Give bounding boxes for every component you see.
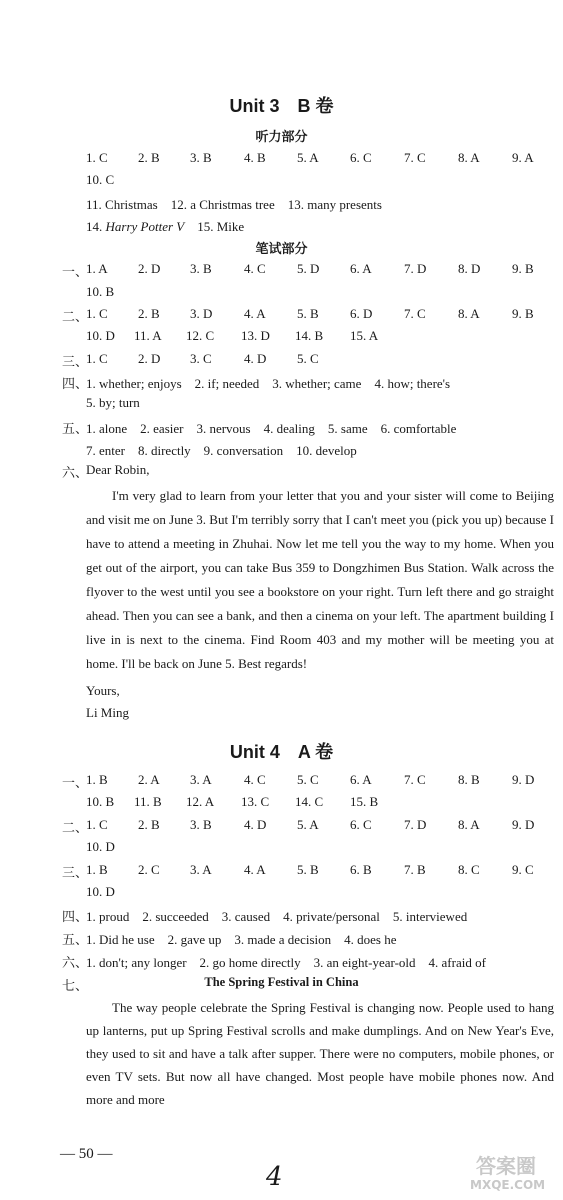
answer-item: 8. C [458,862,480,877]
unit3-title: Unit 3 B 卷 [229,96,334,116]
answer-item: 5. A [297,150,319,165]
answer-item: 11. B [134,794,162,809]
unit3-s3-row1 [86,351,556,369]
answer-item: 9. B [512,261,534,276]
answer-item: 15. A [350,328,379,343]
book-title: Harry Potter V [105,219,185,234]
answer-item: 5. C [297,351,319,366]
unit4-s1-row2 [86,794,556,812]
unit3-s5-row1: 1. alone 2. easier 3. nervous 4. dealing 5. same 6. comfortable [86,421,457,436]
unit3-s2-row2 [86,328,556,346]
answer-item: 2. D [138,351,161,366]
answer-item: 5. C [297,772,319,787]
answer-item: 3. A [190,862,212,877]
unit4-s1-row1 [86,772,556,790]
letter-closing: Yours, [86,683,120,698]
answer-item: 2. B [138,150,160,165]
answer-item: 6. C [350,150,372,165]
listening-section-title: 听力部分 [255,130,308,145]
answer-item: 13. C [241,794,270,809]
answer-item: 8. A [458,150,480,165]
answer-item: 4. C [244,261,266,276]
answer-item: 4. C [244,772,266,787]
section-marker: 四、 [62,376,89,391]
answer-item: 2. B [138,306,160,321]
answer-item: 11. A [134,328,162,343]
unit4-title: Unit 4 A 卷 [229,742,334,762]
answer-item: 1. C [86,817,108,832]
answer-item: 3. B [190,261,212,276]
unit3-s4-row2: 5. by; turn [86,395,140,410]
answer-item: 1. B [86,862,108,877]
answer-item: 4. B [244,150,266,165]
unit3-listening-row1 [86,150,556,168]
answer-item: 6. C [350,817,372,832]
answer-item: 15. Mike [184,219,245,234]
watermark-logo: 答案圈 [476,1154,536,1178]
answer-item: 3. B [190,150,212,165]
answer-item: 8. D [458,261,481,276]
unit4-s3-row1 [86,862,556,880]
answer-item: 14. B [295,328,324,343]
answer-item: 9. B [512,306,534,321]
answer-item: 5. B [297,862,319,877]
letter-body: I'm very glad to learn from your letter that you and your sister will come to Beijing and visit me on June 3. But I'm terribly sorry that I can't meet you (pick you up) because I have to attend a meeting in Zhuhai. Now let me tell you the way to my home. When you get out of the airport, you can take Bus 359 to Dongzhimen Bus Station. Walk across the flyover to the west until you see a bookstore on your right. Turn left there and go straight ahead. Then you can see a bank, and then a cinema on your left. The apartment building I live in is next to the cinema. Find Room 403 and my mother will be meeting you at home. I'll be back on June 5. Best regards! [86,488,554,671]
handwritten-mark: 4 [266,1162,283,1192]
section-marker: 六、 [62,955,89,970]
unit4-s4-row1: 1. proud 2. succeeded 3. caused 4. private/personal 5. interviewed [86,909,468,924]
answer-item: 8. A [458,306,480,321]
answer-item: 7. C [404,150,426,165]
answer-item: 4. A [244,862,266,877]
answer-item: 3. C [190,351,212,366]
section-marker: 三、 [62,354,89,369]
unit3-listening-row4 [86,216,244,235]
unit4-s2-row1 [86,817,556,835]
answer-item: 4. D [244,817,267,832]
answer-item: 1. C [86,306,108,321]
section-marker: 七、 [62,978,89,993]
answer-item: 2. B [138,817,160,832]
answer-item: 10. D [86,328,115,343]
unit3-s2-row1 [86,306,556,324]
answer-item: 6. D [350,306,373,321]
answer-item: 1. A [86,261,108,276]
unit3-s4-row1: 1. whether; enjoys 2. if; needed 3. whether; came 4. how; there's [86,376,451,391]
page-number: — 50 — [60,1146,113,1162]
answer-item: 2. A [138,772,160,787]
answer-item: 3. A [190,772,212,787]
unit4-s6-row1: 1. don't; any longer 2. go home directly 3. an eight-year-old 4. afraid of [86,955,486,970]
unit3-s5-row2: 7. enter 8. directly 9. conversation 10. develop [86,443,357,458]
essay-body: The way people celebrate the Spring Festival is changing now. People used to hang up lanterns, put up Spring Festival scrolls and make dumplings. And on New Year's Eve, they used to sit and have a talk after supper. There were no computers, mobile phones, or even TV sets. But now all have changed. Most people have mobile phones now. And more and more [86,1000,554,1107]
answer-item: 6. B [350,862,372,877]
watermark-url: MXQE.COM [470,1178,546,1192]
section-marker: 三、 [62,865,89,880]
section-marker: 四、 [62,909,89,924]
letter-signature: Li Ming [86,705,129,720]
answer-item: 15. B [350,794,379,809]
unit4-s2-row2: 10. D [86,839,115,854]
answer-item: 6. A [350,261,372,276]
answer-item: 3. B [190,817,212,832]
answer-item: 8. A [458,817,480,832]
section-marker: 五、 [62,421,89,436]
answer-item: 7. D [404,817,427,832]
answer-item: 1. C [86,351,108,366]
unit3-listening-row3: 11. Christmas 12. a Christmas tree 13. many presents [86,197,382,212]
answer-item: 2. D [138,261,161,276]
answer-item: 7. B [404,862,426,877]
section-marker: 二、 [62,820,89,835]
answer-item: 4. D [244,351,267,366]
letter-greeting: Dear Robin, [86,462,150,477]
section-marker: 六、 [62,465,89,480]
answer-item: 8. B [458,772,480,787]
answer-item: 7. D [404,261,427,276]
answer-item: 9. C [512,862,534,877]
answer-item: 3. D [190,306,213,321]
unit4-s3-row2: 10. D [86,884,115,899]
answer-item: 7. C [404,772,426,787]
answer-item: 1. B [86,772,108,787]
answer-item: 5. D [297,261,320,276]
answer-item: 9. A [512,150,534,165]
answer-item: 2. C [138,862,160,877]
answer-item: 1. C [86,150,108,165]
answer-item: 14. [86,219,106,234]
written-section-title: 笔试部分 [255,242,308,257]
answer-item: 6. A [350,772,372,787]
unit3-listening-row2: 10. C [86,172,115,187]
answer-item: 12. A [186,794,215,809]
answer-item: 9. D [512,772,535,787]
unit4-s5-row1: 1. Did he use 2. gave up 3. made a decision 4. does he [86,932,397,947]
answer-item: 7. C [404,306,426,321]
section-marker: 一、 [62,775,89,790]
answer-item: 9. D [512,817,535,832]
answer-item: 10. B [86,794,115,809]
answer-item: 13. D [241,328,270,343]
section-marker: 五、 [62,932,89,947]
answer-item: 12. C [186,328,215,343]
essay-title: The Spring Festival in China [204,975,359,989]
answer-item: 4. A [244,306,266,321]
answer-item: 14. C [295,794,324,809]
answer-item: 5. B [297,306,319,321]
answer-item: 5. A [297,817,319,832]
section-marker: 二、 [62,309,89,324]
unit3-s1-row1 [86,261,556,279]
section-marker: 一、 [62,264,89,279]
unit3-s1-row2: 10. B [86,284,115,299]
